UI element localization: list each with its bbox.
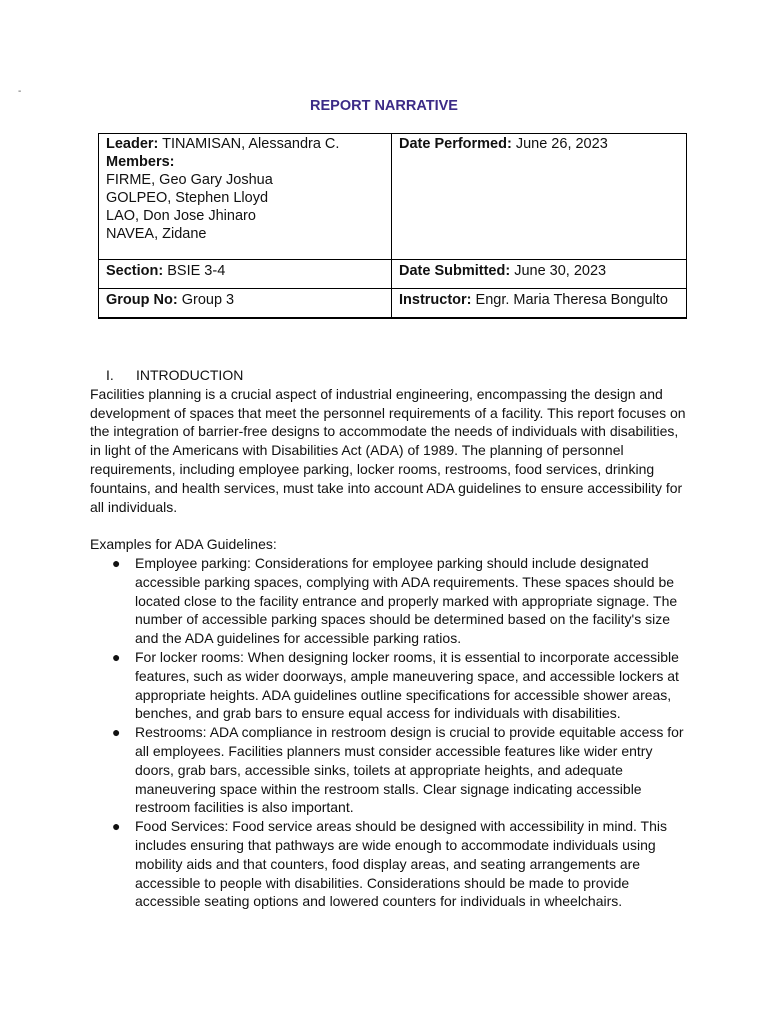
section-heading-text: INTRODUCTION	[136, 367, 244, 383]
group-cell	[99, 289, 392, 319]
list-item-text: Restrooms: ADA compliance in restroom design is crucial to provide equitable access for all employees. Facilities planners must consider accessible features like wider entry doors, grab bars, accessible sinks, toilets at appropriate heights, and adequate maneuvering space within the restroom stalls. Clear signage indicating accessible restroom facilities is also important.	[135, 724, 684, 816]
instructor-label: Instructor:	[399, 292, 472, 308]
date-performed-value: June 26, 2023	[511, 136, 608, 152]
date-performed-cell	[392, 134, 687, 260]
member-name: NAVEA, Zidane	[106, 226, 207, 242]
examples-label: Examples for ADA Guidelines:	[90, 536, 277, 553]
leader-value: TINAMISAN, Alessandra C.	[158, 136, 340, 152]
bullet-icon: ●	[112, 648, 121, 665]
date-submitted-label: Date Submitted:	[399, 263, 511, 279]
list-item-text: Food Services: Food service areas should be designed with accessibility in mind. This includes ensuring that pathways are wide enough to accommodate individuals using mobility aids and that counters, food display areas, and seating arrangements are accessible to people with disabilities. Considerations should be made to provide accessible seating options and lowered counters for individuals in wheelchairs.	[135, 818, 667, 910]
list-item	[90, 648, 690, 723]
list-item-text: For locker rooms: When designing locker rooms, it is essential to incorporate accessible features, such as wider doorways, ample maneuvering space, and accessible lockers at appropriate heights. ADA guidelines outline specifications for accessible shower areas, benches, and grab bars to ensure equal access for individuals with disabilities.	[135, 648, 679, 722]
list-item-text: Employee parking: Considerations for employee parking should include designated accessible parking spaces, complying with ADA requirements. These spaces should be located close to the facility entrance and properly marked with appropriate signage. The number of accessible parking spaces should be determined based on the facility's size and the ADA guidelines for accessible parking ratios.	[135, 554, 678, 647]
bullet-icon: ●	[112, 554, 121, 571]
list-item	[90, 554, 690, 648]
group-value: Group 3	[177, 292, 235, 308]
instructor-cell	[392, 289, 687, 319]
bullet-icon: ●	[112, 818, 121, 835]
info-row-members	[99, 134, 687, 260]
paragraph-spacer	[90, 516, 690, 535]
list-item	[90, 723, 690, 817]
report-title: REPORT NARRATIVE	[310, 98, 458, 114]
report-info-table	[98, 133, 687, 319]
report-body	[90, 366, 690, 911]
date-submitted-value: June 30, 2023	[510, 263, 607, 279]
leader-label: Leader:	[106, 136, 159, 152]
bullet-icon: ●	[112, 724, 121, 741]
list-item	[90, 817, 690, 911]
member-name: FIRME, Geo Gary Joshua	[106, 172, 273, 188]
leader-members-cell	[99, 134, 392, 260]
section-cell	[99, 260, 392, 289]
info-row-group	[99, 289, 687, 319]
info-row-section	[99, 260, 687, 289]
members-label: Members:	[106, 154, 175, 170]
examples-list	[90, 554, 690, 911]
date-submitted-cell	[392, 260, 687, 289]
member-name: GOLPEO, Stephen Lloyd	[106, 190, 269, 206]
member-name: LAO, Don Jose Jhinaro	[106, 208, 256, 224]
introduction-paragraph: Facilities planning is a crucial aspect of industrial engineering, encompassing the design and development of spaces that meet the personnel requirements of a facility. This report focuses on the integration of barrier-free designs to accommodate the needs of individuals with disabilities, in light of the Americans with Disabilities Act (ADA) of 1989. The planning of personnel requirements, including employee parking, locker rooms, restrooms, food services, drinking fountains, and health services, must take into account ADA guidelines to ensure accessibility for all individuals.	[90, 385, 686, 515]
section-label: Section:	[106, 263, 164, 279]
instructor-value: Engr. Maria Theresa Bongulto	[471, 292, 668, 308]
corner-dash-mark: -	[18, 86, 22, 97]
date-performed-label: Date Performed:	[399, 136, 512, 152]
section-number: I.	[106, 367, 114, 383]
section-heading	[90, 366, 690, 385]
group-label: Group No:	[106, 292, 178, 308]
section-value: BSIE 3-4	[163, 263, 226, 279]
